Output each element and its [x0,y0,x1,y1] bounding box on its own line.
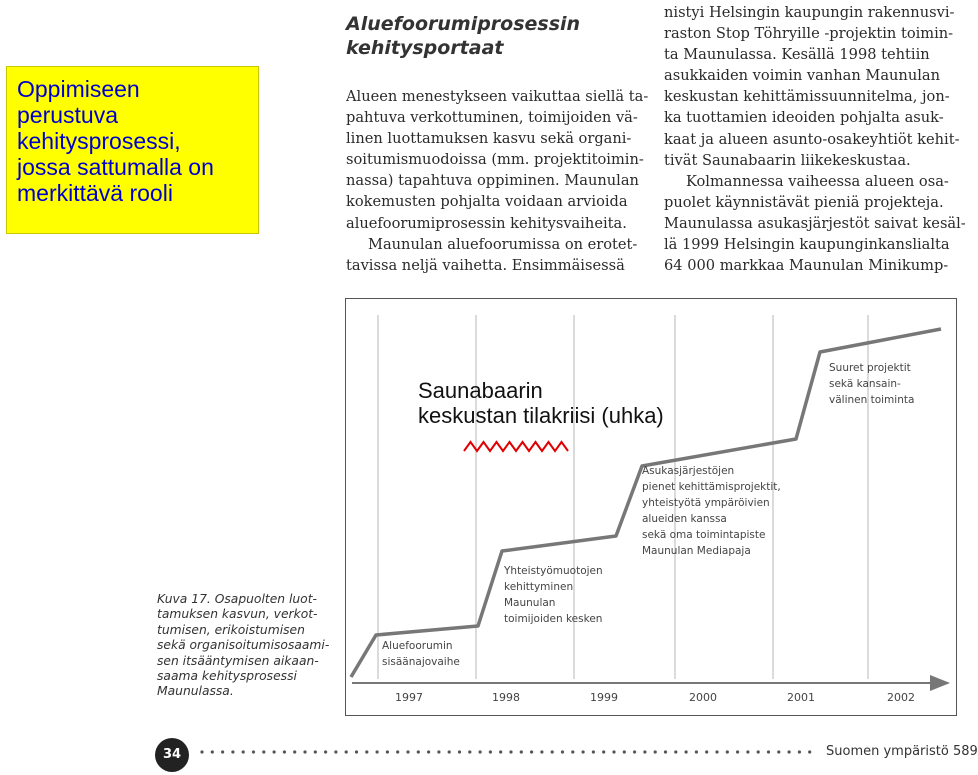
text-line: soitumismuodoissa (mm. projektitoimin- [346,151,644,169]
caption-line: tamuksen kasvun, verkot- [157,607,318,622]
callout-box [6,66,259,234]
text-line: lä 1999 Helsingin kaupunginkanslialta [664,236,950,254]
stage-label: pienet kehittämisprojektit, [642,481,781,493]
text-line: nistyi Helsingin kaupungin rakennusvi- [664,4,955,21]
text-line: puolet käynnistävät pieniä projekteja. [664,193,944,211]
article-column-left [346,86,649,274]
stage-label: Yhteistyömuotojen [504,565,603,577]
text-line: Maunulan aluefoorumissa on erotet- [368,235,638,253]
x-tick-label: 1999 [590,691,618,704]
text-line: ta Maunulassa. Kesällä 1998 tehtiin [664,46,930,64]
publication-name: Suomen ympäristö 589 [826,744,978,759]
stage-label: sekä kansain- [829,378,901,390]
text-line: Kolmannessa vaiheessa alueen osa- [686,172,949,190]
text-line: ka tuottamien ideoiden pohjalta asuk- [664,109,944,127]
caption-line: saama kehitysprosessi [157,669,297,684]
x-tick-label: 2001 [787,691,815,704]
text-line: aluefoorumiprosessin kehitysvaiheita. [346,214,627,232]
article-title [346,12,580,60]
stage-label: sekä oma toimintapiste [642,529,766,541]
stage-label: Asukasjärjestöjen [642,465,735,477]
stage-label: toimijoiden kesken [504,613,603,625]
caption-line: Maunulassa. [157,684,234,699]
text-line: 64 000 markkaa Maunulan Minikump- [664,257,949,275]
overlay-annotation [418,378,664,428]
stage-label: yhteistyötä ympäröivien [642,497,770,509]
callout-line: Oppimiseen [17,76,140,102]
page-number: 34 [155,738,189,772]
chart-grid [378,315,868,679]
article-title-line: Aluefoorumiprosessin [346,13,581,35]
stage-label: Maunulan [504,597,556,609]
callout-line: merkittävä rooli [17,180,173,206]
stage-label: Suuret projektit [829,362,911,374]
callout-line: jossa sattumalla on [17,154,214,180]
text-line: keskustan kehittämissuunnitelma, jon- [664,88,950,106]
caption-line: sekä organisoitumisosaami- [157,638,330,653]
text-line: tivät Saunabaarin liikekeskustaa. [664,151,911,169]
x-tick-label: 2000 [689,691,717,704]
text-line: asukkaiden voimin vanhan Maunulan [664,67,940,85]
text-line: Maunulassa asukasjärjestöt saivat kesäl- [664,214,966,232]
x-tick-label: 2002 [887,691,915,704]
red-squiggle-underline [462,440,572,454]
callout-line: kehitysprosessi, [17,128,181,154]
stage-label: kehittyminen [504,581,574,593]
stage-label: alueiden kanssa [642,513,727,525]
article-column-right [664,2,966,275]
callout-line: perustuva [17,102,119,128]
text-line: Alueen menestykseen vaikuttaa siellä ta- [346,88,649,105]
stage-label: välinen toiminta [829,394,915,406]
caption-line: Kuva 17. Osapuolten luot- [157,592,317,606]
stage-label: Aluefoorumin [382,640,453,652]
text-line: kokemusten pohjalta voidaan arvioida [346,193,628,211]
text-line: tavissa neljä vaihetta. Ensimmäisessä [346,256,625,274]
text-line: pahtuva verkottuminen, toimijoiden vä- [346,109,638,127]
development-chart [345,298,957,716]
text-line: kaat ja alueen asunto-osakeyhtiöt kehit- [664,130,960,148]
chart-canvas [346,299,958,717]
caption-line: tumisen, erikoistumisen [157,622,305,637]
stage-label: sisäänajovaihe [382,656,460,668]
figure-caption [157,592,337,700]
stage-label: Maunulan Mediapaja [642,545,751,557]
page-footer [0,734,978,775]
dotted-leader [198,734,823,775]
caption-line: sen itsääntymisen aikaan- [157,653,319,668]
article-title-line: kehitysportaat [346,37,504,59]
text-line: linen luottamuksen kasvu sekä organi- [346,130,632,148]
overlay-line: Saunabaarin [418,378,543,403]
text-line: raston Stop Töhryille -projektin toimin- [664,25,954,43]
x-tick-label: 1997 [395,691,423,704]
text-line: nassa) tapahtuva oppiminen. Maunulan [346,172,639,190]
x-tick-labels [395,691,915,704]
overlay-line: keskustan tilakriisi (uhka) [418,403,664,428]
x-tick-label: 1998 [492,691,520,704]
